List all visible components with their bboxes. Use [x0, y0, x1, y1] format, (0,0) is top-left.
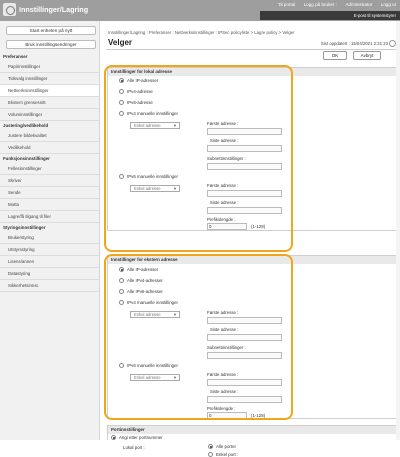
sidebar-item-license[interactable]: Lisens/annen — [0, 256, 99, 268]
external-ipv4-manual-label: IPv4 manuelle innstillinger — [127, 300, 179, 305]
local-ipv6-radio[interactable] — [119, 100, 124, 105]
section-functions: Funksjonsinnstillinger — [3, 156, 50, 161]
sidebar-item-send[interactable]: Sende — [0, 187, 99, 199]
last-updated: Sist oppdatert : 15/04/2021 2:21:23 — [320, 41, 388, 46]
local-ipv6-first-field[interactable] — [207, 190, 282, 197]
sidebar-item-network[interactable]: Nettverksinnstillinger — [0, 85, 99, 97]
settings-app-icon — [3, 3, 16, 16]
external-ipv6-manual-label: IPv6 manuelle innstillinger — [127, 363, 179, 368]
external-prefix-field[interactable] — [207, 412, 247, 419]
local-subnet-label: Subnettinnstillinger : — [207, 156, 246, 161]
external-ipv4-type-value: Enkel adresse — [134, 312, 161, 317]
sidebar-item-user-management[interactable]: Brukerstyring — [0, 232, 99, 244]
main-content — [101, 21, 400, 457]
app-title: Innstillinger/Lagring — [19, 5, 89, 14]
local-ipv6-last-field[interactable] — [207, 207, 282, 214]
local-ipv6-last-label: Siste adresse : — [210, 200, 239, 205]
sidebar-item-device-management[interactable]: Utstyrsstyring — [0, 244, 99, 256]
external-all-ip-label: Alle IP-adresser — [127, 267, 159, 272]
restart-device-button[interactable]: Start enheten på nytt — [6, 26, 96, 35]
portal-link[interactable]: Til portal — [277, 2, 296, 7]
divider — [106, 49, 398, 50]
local-ipv4-manual-label: IPv4 manuelle innstillinger — [127, 111, 179, 116]
all-ports-label: Alle porter — [216, 444, 237, 449]
external-ipv6-type-select[interactable] — [130, 374, 180, 381]
external-prefix-value: 0 — [209, 413, 212, 418]
external-ipv6-last-field[interactable] — [207, 396, 282, 403]
scrollbar[interactable] — [396, 21, 400, 440]
external-ipv6-last-label: Siste adresse : — [210, 389, 239, 394]
login-user-label: Logg på bruker : — [303, 2, 338, 7]
all-ports-radio[interactable] — [208, 444, 213, 449]
external-ipv6-label: Alle IPv6-adresser — [127, 289, 163, 294]
external-address-panel — [107, 255, 398, 419]
chevron-down-icon: ▼ — [173, 375, 177, 380]
external-ipv4-radio[interactable] — [119, 278, 124, 283]
sidebar-item-timer[interactable]: Tidsvalg innstillinger — [0, 73, 99, 85]
single-port-label: Enkel port : — [216, 452, 239, 457]
local-ipv6-manual-label: IPv6 manuelle innstillinger — [127, 174, 179, 179]
local-all-ip-radio[interactable] — [119, 78, 124, 83]
chevron-down-icon: ▼ — [173, 123, 177, 128]
local-ipv4-label: IPv4-adresse — [127, 89, 153, 94]
local-ipv6-manual-radio[interactable] — [119, 174, 124, 179]
external-ipv4-first-label: Første adresse : — [207, 310, 239, 315]
sidebar-item-paper[interactable]: Papirinnstillinger — [0, 61, 99, 73]
local-ipv6-type-value: Enkel adresse — [134, 186, 161, 191]
sidebar-item-store-access[interactable]: Lagre/få tilgang til filer — [0, 211, 99, 223]
sidebar — [0, 21, 100, 440]
chevron-down-icon: ▼ — [173, 312, 177, 317]
logout-link[interactable]: Logg ut — [380, 2, 396, 7]
sidebar-item-receive[interactable]: Motta — [0, 199, 99, 211]
local-all-ip-label: Alle IP-adresser — [127, 78, 159, 83]
local-ipv6-first-label: Første adresse : — [207, 183, 239, 188]
external-ipv4-first-field[interactable] — [207, 317, 282, 324]
external-ipv4-label: Alle IPv4-adresser — [127, 278, 163, 283]
sidebar-item-external-interface[interactable]: Ekstern grensesnitt — [0, 97, 99, 109]
local-ipv4-type-select[interactable] — [130, 122, 180, 129]
external-ipv4-manual-radio[interactable] — [119, 300, 124, 305]
external-ipv6-type-value: Enkel adresse — [134, 375, 161, 380]
port-panel-title: Portinnstillinger — [108, 426, 397, 434]
external-ipv6-manual-radio[interactable] — [119, 363, 124, 368]
sidebar-item-common[interactable]: Fellesinnstillinger — [0, 163, 99, 175]
external-prefix-range: (1-128) — [251, 413, 266, 418]
email-admin-link[interactable]: E-post til systemstyrer — [353, 12, 396, 18]
apply-settings-button[interactable]: Bruk innstillingsendringer — [6, 40, 96, 49]
top-bar — [0, 0, 400, 21]
ok-button[interactable]: OK — [323, 51, 347, 60]
local-panel-title: Innstillinger for lokal adresse — [108, 68, 397, 76]
user-name: Administrator — [345, 2, 373, 7]
local-port-label: Lokal port : — [123, 445, 145, 450]
local-ipv4-type-value: Enkel adresse — [134, 123, 161, 128]
chevron-down-icon: ▼ — [173, 186, 177, 191]
cancel-button[interactable]: Avbryt — [353, 51, 381, 60]
port-specify-radio[interactable] — [111, 435, 116, 440]
external-prefix-label: Prefikslengde : — [207, 406, 236, 411]
local-ipv4-first-label: Første adresse : — [207, 121, 239, 126]
external-ipv6-radio[interactable] — [119, 289, 124, 294]
section-adjustment: Justering/vedlikehold — [3, 123, 49, 128]
external-all-ip-radio[interactable] — [119, 267, 124, 272]
section-management: Styringsinnstillinger — [3, 225, 46, 230]
section-preferences: Preferanser — [3, 54, 28, 59]
local-ipv4-radio[interactable] — [119, 89, 124, 94]
external-ipv6-first-label: Første adresse : — [207, 372, 239, 377]
local-prefix-value: 0 — [209, 224, 212, 229]
local-ipv4-last-field[interactable] — [207, 145, 282, 152]
breadcrumb: Innstillinger/Lagring : Preferanser : Nettverksinnstillinger : IPSec policyliste > Lagre policy > Velger — [108, 30, 295, 35]
local-ipv4-last-label: Siste adresse : — [210, 138, 239, 143]
local-ipv6-type-select[interactable] — [130, 185, 180, 192]
single-port-radio[interactable] — [208, 452, 213, 457]
sidebar-item-printer[interactable]: Skriver — [0, 175, 99, 187]
top-links — [271, 2, 396, 7]
external-ipv6-first-field[interactable] — [207, 379, 282, 386]
local-address-panel — [107, 67, 398, 231]
sidebar-item-image-quality[interactable]: Justere bildekvalitet — [0, 130, 99, 142]
local-prefix-label: Prefikslengde : — [207, 217, 236, 222]
port-specify-label: Angi etter portnummer — [119, 435, 163, 440]
local-ipv4-first-field[interactable] — [207, 128, 282, 135]
sidebar-item-maintenance[interactable]: Vedlikehold — [0, 142, 99, 154]
external-panel-title: Innstillinger for ekstern adresse — [108, 256, 397, 264]
sidebar-item-volume[interactable]: Voluminnstillinger — [0, 109, 99, 121]
local-subnet-field[interactable] — [207, 163, 282, 170]
local-prefix-range: (1-128) — [251, 224, 266, 229]
local-prefix-field[interactable] — [207, 223, 247, 230]
sidebar-item-data-management[interactable]: Datastyring — [0, 268, 99, 280]
refresh-icon[interactable] — [389, 40, 396, 47]
local-ipv4-manual-radio[interactable] — [119, 111, 124, 116]
page-title: Velger — [108, 38, 133, 47]
sidebar-item-security[interactable]: Sikkerhetsinnst. — [0, 280, 99, 292]
external-subnet-label: Subnettinnstillinger : — [207, 345, 246, 350]
external-ipv4-last-field[interactable] — [207, 334, 282, 341]
local-ipv6-label: IPv6-adresse — [127, 100, 153, 105]
external-ipv4-last-label: Siste adresse : — [210, 327, 239, 332]
external-subnet-field[interactable] — [207, 352, 282, 359]
external-ipv4-type-select[interactable] — [130, 311, 180, 318]
